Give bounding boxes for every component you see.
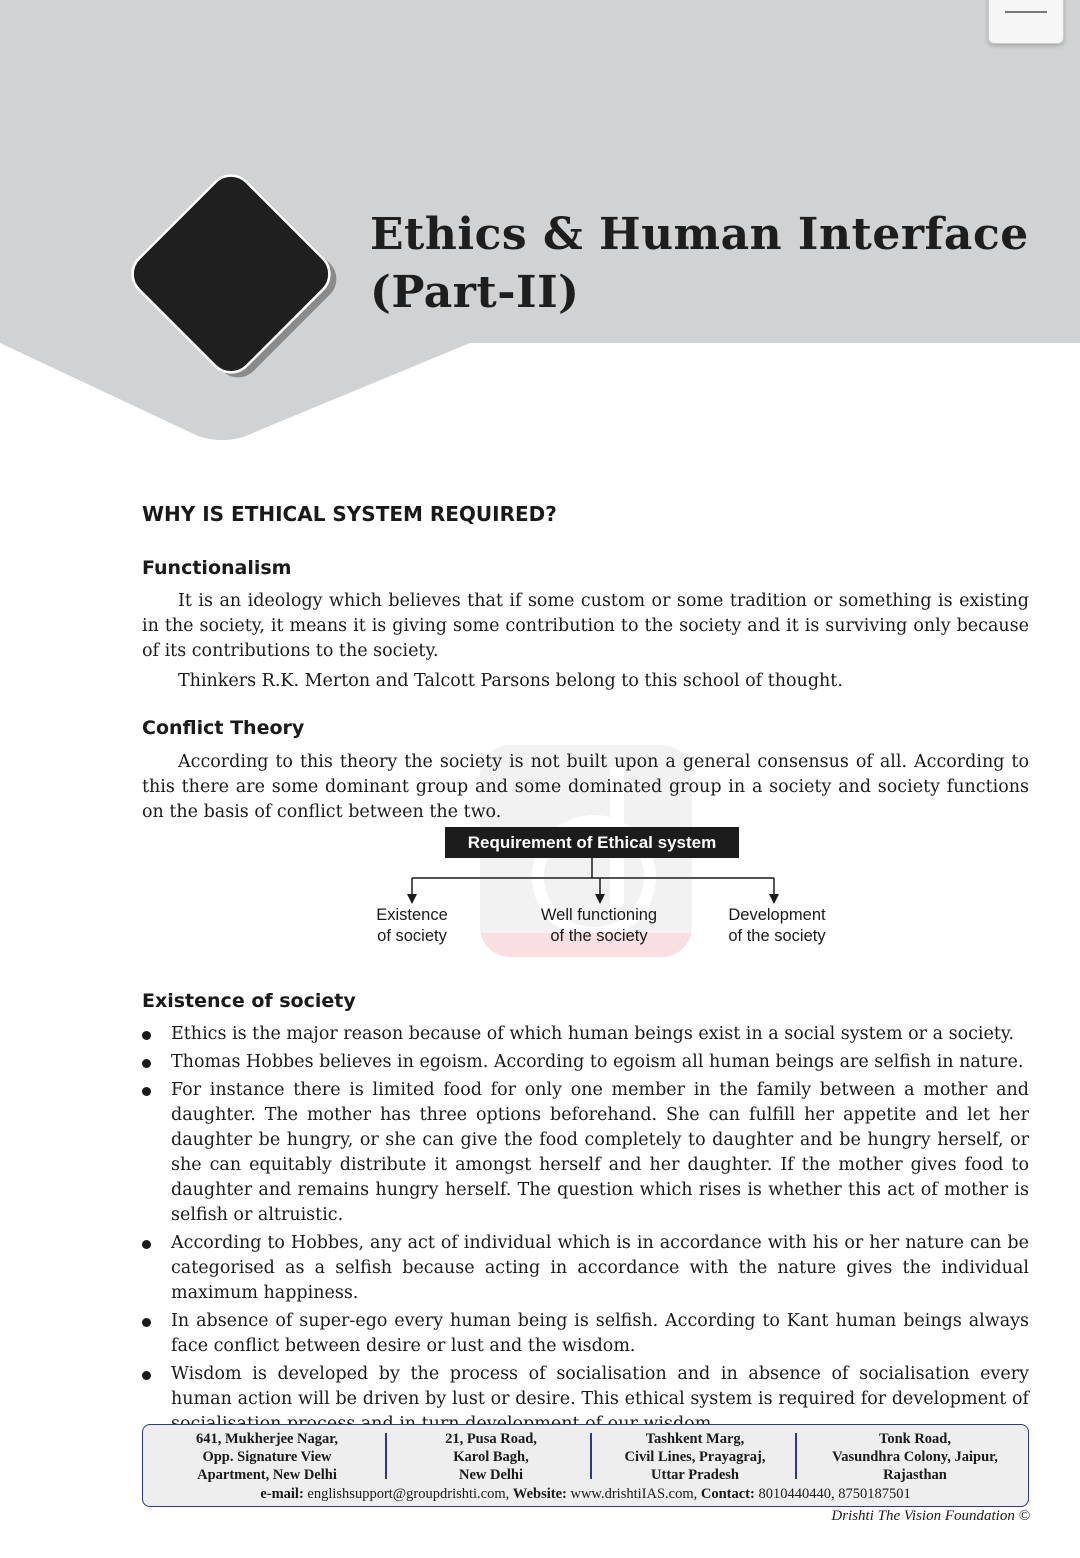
copyright-text: Drishti The Vision Foundation © xyxy=(831,1508,1030,1524)
bullet-icon xyxy=(142,1087,151,1096)
handle-bar-icon xyxy=(1005,11,1047,13)
address-karol-bagh: 21, Pusa Road, Karol Bagh, New Delhi xyxy=(445,1431,537,1483)
address-footer xyxy=(142,1424,1029,1507)
conflict-theory-heading: Conflict Theory xyxy=(142,717,305,739)
conflict-theory-para: According to this theory the society is not built upon a general consensus of all. According to this there are some dominant group and some dominated group in a society and society functions on the basis of conflict between the two. xyxy=(142,752,1029,822)
address-jaipur: Tonk Road, Vasundhra Colony, Jaipur, Rajasthan xyxy=(832,1431,998,1483)
menu-handle[interactable] xyxy=(988,0,1064,44)
ethical-system-diagram xyxy=(360,826,840,956)
diagram-title-box: Requirement of Ethical system xyxy=(445,827,739,858)
website-link[interactable]: www.drishtiIAS.com, xyxy=(570,1486,698,1502)
footer-divider xyxy=(795,1433,797,1479)
footer-divider xyxy=(590,1433,592,1479)
footer-divider xyxy=(385,1433,387,1479)
list-item: Wisdom is developed by the process of socialisation and in absence of socialisation every human action will be driven by lust or desire. This ethical system is required for development of xyxy=(142,1362,1029,1437)
existence-heading: Existence of society xyxy=(142,990,356,1012)
arrow-down-icon xyxy=(769,894,779,904)
address-mukherjee-nagar: 641, Mukherjee Nagar, Opp. Signature View Apartment, New Delhi xyxy=(195,1431,339,1483)
list-item: Thomas Hobbes believes in egoism. According to egoism all human beings are selfish in nature. xyxy=(142,1050,1029,1075)
bullet-icon xyxy=(142,1318,151,1327)
diagram-item-well-functioning: Well functioning of the society xyxy=(540,906,658,945)
chapter-title-line1: Ethics & Human Interface xyxy=(370,209,1029,260)
list-item: In absence of super-ego every human being is selfish. According to Kant human beings always face conflict between desire or lust and the wisdom. xyxy=(142,1309,1029,1359)
list-item: According to Hobbes, any act of individual which is in accordance with his or her nature can be categorised as a selfish because acting in accordance with the nature gives the individual maximum happiness. xyxy=(142,1231,1029,1306)
chapter-title-line2: (Part-II) xyxy=(370,267,580,318)
bullet-icon xyxy=(142,1240,151,1249)
list-item: Ethics is the major reason because of which human beings exist in a social system or a society. xyxy=(142,1022,1029,1047)
contact-numbers: 8010440440, 8750187501 xyxy=(758,1486,911,1502)
footer-contact-line: e-mail: englishsupport@groupdrishti.com, Website: www.drishtiIAS.com, Contact: 8010440440, 8750187501 xyxy=(260,1486,911,1502)
address-prayagraj: Tashkent Marg, Civil Lines, Prayagraj, Uttar Pradesh xyxy=(624,1431,766,1483)
arrow-down-icon xyxy=(407,894,417,904)
functionalism-para-1: It is an ideology which believes that if some custom or some tradition or something is existing in the society, it means it is giving some contribution to the society and it is surviving only because of its contributions to the society. xyxy=(142,591,1029,661)
bullet-icon xyxy=(142,1059,151,1068)
bullet-icon xyxy=(142,1371,151,1380)
diagram-item-development: Development of the society xyxy=(728,906,826,945)
diagram-item-existence: Existence of society xyxy=(376,906,448,945)
arrow-down-icon xyxy=(595,894,605,904)
chapter-title xyxy=(370,206,1050,322)
section-heading: WHY IS ETHICAL SYSTEM REQUIRED? xyxy=(142,502,557,526)
existence-bullet-list xyxy=(142,1022,1029,1440)
email-link[interactable]: englishsupport@groupdrishti.com, xyxy=(307,1486,510,1502)
list-item: For instance there is limited food for only one member in the family between a mother and daughter. The mother has three options beforehand. She can fulfill her appetite and let her daughter be hungry, or she can give the food completely to daughter and be hungry herself, or she can equitably distribute it amongst herself and her daughter. If the mother gives food to daughter and remains hungry herself. The question which rises is whether this act of mother is selfish or altruistic. xyxy=(142,1078,1029,1228)
functionalism-para-2: Thinkers R.K. Merton and Talcott Parsons belong to this school of thought. xyxy=(178,671,843,691)
functionalism-heading: Functionalism xyxy=(142,557,292,579)
bullet-icon xyxy=(142,1031,151,1040)
